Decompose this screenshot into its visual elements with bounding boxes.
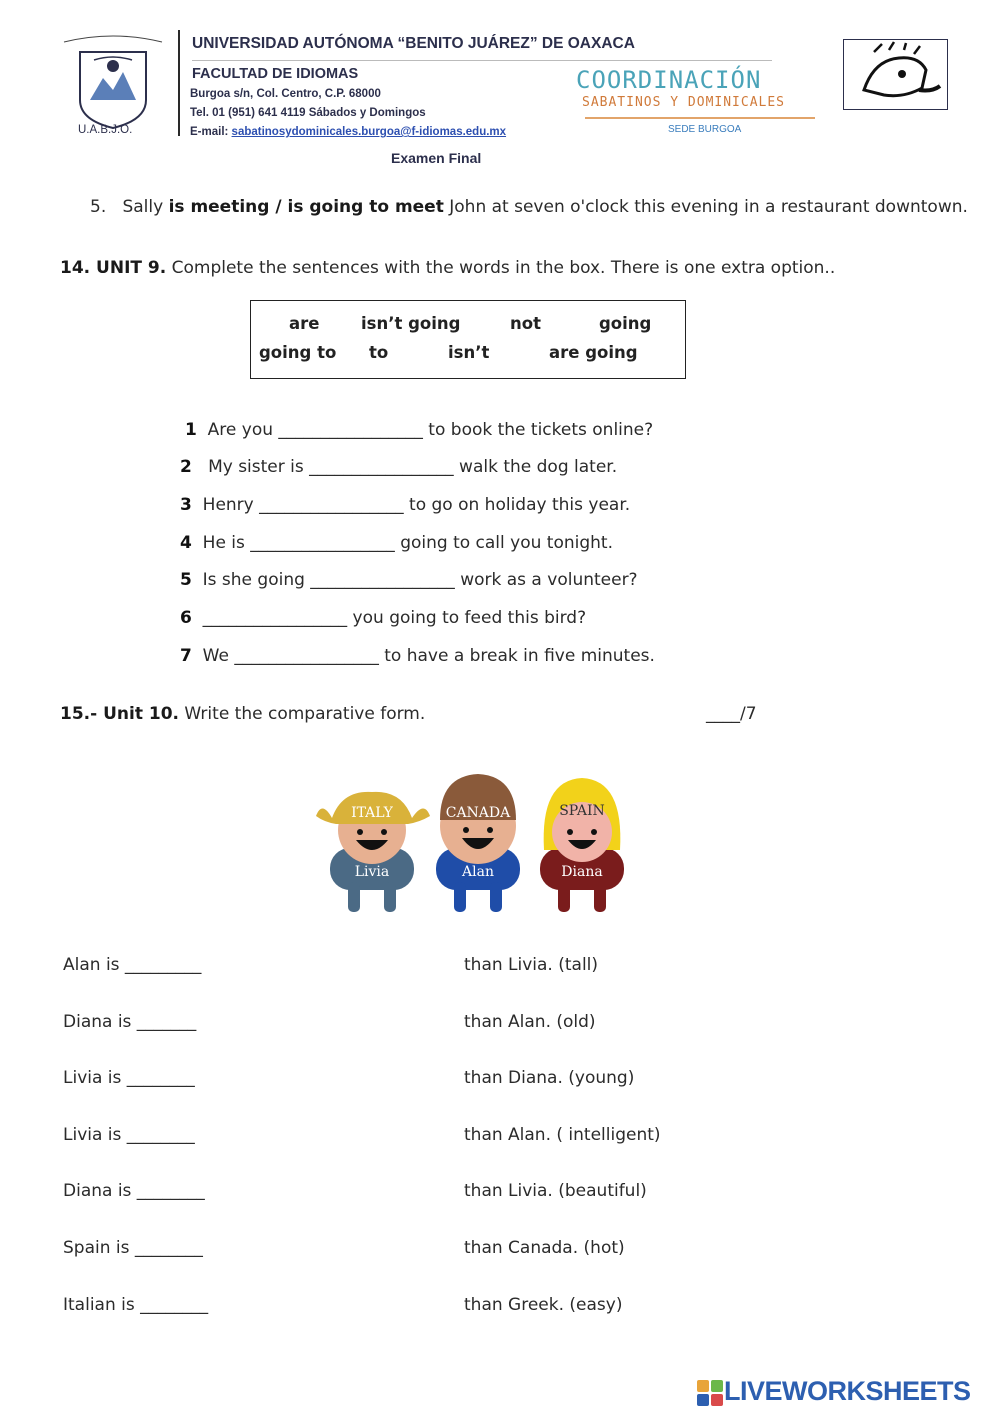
section-15-heading bbox=[60, 704, 425, 724]
row-right: than Canada. (hot) bbox=[464, 1238, 625, 1258]
row-right: than Livia. (beautiful) bbox=[464, 1181, 647, 1201]
coordination-title: COORDINACIÓN bbox=[576, 66, 762, 94]
item-number: 4 bbox=[180, 533, 192, 553]
kid-alan-icon bbox=[436, 774, 520, 912]
row-left: Livia is ________ bbox=[63, 1125, 195, 1145]
previous-sentence bbox=[90, 197, 968, 217]
item-number: 5. bbox=[90, 197, 107, 217]
kid-name: Alan bbox=[462, 864, 494, 880]
kid-name: Diana bbox=[561, 864, 603, 880]
exam-title: Examen Final bbox=[391, 150, 482, 166]
item-number: 3 bbox=[180, 495, 192, 515]
row-right: than Livia. (tall) bbox=[464, 955, 599, 975]
section-instruction: Write the comparative form. bbox=[184, 704, 426, 724]
item-text: _________________ you going to feed this bird? bbox=[202, 608, 587, 628]
item-number: 6 bbox=[180, 608, 192, 628]
row-right: than Alan. (old) bbox=[464, 1012, 596, 1032]
word-box bbox=[250, 300, 686, 379]
item-text: We _________________ to have a break in five minutes. bbox=[202, 646, 655, 666]
row-left: Diana is ________ bbox=[63, 1181, 205, 1201]
email-link[interactable]: sabatinosydominicales.burgoa@f-idiomas.edu.mx bbox=[231, 126, 507, 138]
item-number: 2 bbox=[180, 457, 192, 477]
sentence-end: John at seven o'clock this evening in a restaurant downtown. bbox=[449, 197, 968, 217]
list-item bbox=[180, 646, 655, 666]
sede-label: SEDE BURGOA bbox=[668, 124, 742, 135]
kid-leg bbox=[594, 882, 606, 912]
item-text: Henry _________________ to go on holiday this year. bbox=[202, 495, 631, 515]
sentence-start: Sally bbox=[122, 197, 164, 217]
row-left: Diana is _______ bbox=[63, 1012, 197, 1032]
row-left: Livia is ________ bbox=[63, 1068, 195, 1088]
phone-line: Tel. 01 (951) 641 4119 Sábados y Domingos bbox=[190, 107, 426, 119]
kid-diana-icon bbox=[540, 778, 624, 912]
box-word: to bbox=[369, 343, 389, 362]
logo-square bbox=[697, 1380, 709, 1392]
university-name: UNIVERSIDAD AUTÓNOMA “BENITO JUÁREZ” DE OAXACA bbox=[192, 35, 635, 52]
kid-leg bbox=[348, 882, 360, 912]
email-label: E-mail: bbox=[190, 126, 229, 138]
box-word: are going bbox=[549, 343, 638, 362]
kid-country: ITALY bbox=[351, 805, 393, 821]
item-text: My sister is _________________ walk the dog later. bbox=[208, 457, 618, 477]
item-number: 7 bbox=[180, 646, 192, 666]
faculty-name: FACULTAD DE IDIOMAS bbox=[192, 66, 359, 82]
kid-leg bbox=[490, 882, 502, 912]
item-number: 1 bbox=[185, 420, 197, 440]
score-blank: ____/7 bbox=[706, 704, 757, 724]
row-left: Spain is ________ bbox=[63, 1238, 203, 1258]
row-left: Italian is ________ bbox=[63, 1295, 209, 1315]
coordination-logo bbox=[843, 39, 948, 110]
mascot-icon bbox=[844, 40, 947, 109]
kids-illustration bbox=[312, 770, 642, 915]
row-left: Alan is _________ bbox=[63, 955, 202, 975]
box-word: isn’t bbox=[448, 343, 490, 362]
kid-country: CANADA bbox=[445, 805, 511, 821]
liveworksheets-logo-icon bbox=[697, 1380, 723, 1406]
section-label: 15.- Unit 10. bbox=[60, 704, 179, 724]
logo-square bbox=[697, 1394, 709, 1406]
item-text: Is she going _________________ work as a volunteer? bbox=[202, 570, 638, 590]
list-item bbox=[180, 495, 630, 515]
box-word: not bbox=[510, 314, 541, 333]
sentence-options: is meeting / is going to meet bbox=[168, 197, 444, 217]
box-word: are bbox=[289, 314, 320, 333]
box-word: going bbox=[599, 314, 652, 333]
row-right: than Greek. (easy) bbox=[464, 1295, 623, 1315]
email-line bbox=[190, 126, 506, 138]
list-item bbox=[180, 533, 613, 553]
logo-square bbox=[711, 1380, 723, 1392]
kid-name: Livia bbox=[354, 864, 390, 880]
address-line: Burgoa s/n, Col. Centro, C.P. 68000 bbox=[190, 88, 381, 100]
kid-leg bbox=[558, 882, 570, 912]
kid-leg bbox=[384, 882, 396, 912]
kid-livia-icon bbox=[316, 792, 430, 912]
header-divider bbox=[178, 30, 180, 136]
kid-leg bbox=[454, 882, 466, 912]
logo-square bbox=[711, 1394, 723, 1406]
kids-icon bbox=[312, 770, 642, 915]
list-item bbox=[180, 457, 617, 477]
row-right: than Alan. ( intelligent) bbox=[464, 1125, 661, 1145]
item-text: He is _________________ going to call you tonight. bbox=[202, 533, 613, 553]
liveworksheets-logo-text[interactable]: LIVEWORKSHEETS bbox=[724, 1376, 971, 1406]
row-right: than Diana. (young) bbox=[464, 1068, 635, 1088]
kid-country: SPAIN bbox=[559, 803, 605, 819]
list-item bbox=[185, 420, 653, 440]
item-text: Are you _________________ to book the tickets online? bbox=[207, 420, 654, 440]
section-14-heading bbox=[60, 258, 835, 278]
decorative-swoosh bbox=[585, 117, 815, 119]
header-rule bbox=[192, 60, 772, 61]
seal-caption: U.A.B.J.O. bbox=[78, 124, 133, 136]
box-word: going to bbox=[259, 343, 337, 362]
box-word: isn’t going bbox=[361, 314, 461, 333]
list-item bbox=[180, 608, 586, 628]
item-number: 5 bbox=[180, 570, 192, 590]
weekend-subtitle: SABATINOS Y DOMINICALES bbox=[582, 95, 786, 110]
section-instruction: Complete the sentences with the words in the box. There is one extra option.. bbox=[171, 258, 836, 278]
list-item bbox=[180, 570, 638, 590]
section-label: 14. UNIT 9. bbox=[60, 258, 167, 278]
